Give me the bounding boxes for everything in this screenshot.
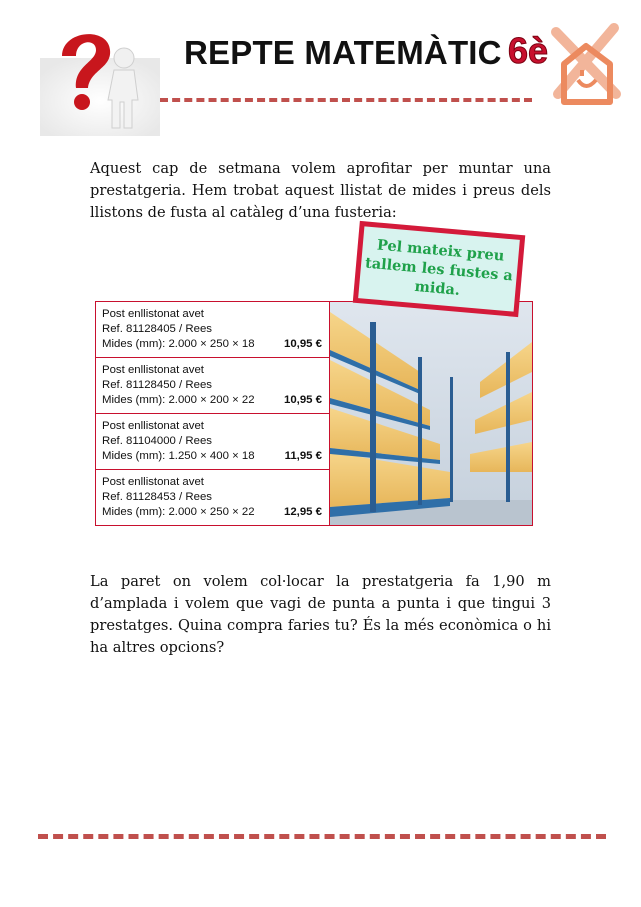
catalog-row xyxy=(96,470,330,526)
item-ref: Ref. 81104000 / Rees xyxy=(102,435,212,447)
catalog-table xyxy=(95,301,533,526)
question-mark-figure-icon xyxy=(40,18,160,136)
header-divider xyxy=(160,98,532,102)
footer-divider xyxy=(38,834,606,839)
promo-note-text: Pel mateix preu tallem les fustes a mida. xyxy=(364,236,514,299)
page-title: REPTE MATEMÀTIC xyxy=(184,34,502,71)
item-size: Mides (mm): 2.000 × 250 × 18 xyxy=(102,338,255,350)
item-name: Post enllistonat avet xyxy=(102,364,204,376)
item-size: Mides (mm): 2.000 × 200 × 22 xyxy=(102,394,255,406)
question-paragraph: La paret on volem col·locar la prestatgeria fa 1,90 m d’amplada i volem que vagi de punta a punta i que tingui 3 prestatges. Quina compra faries tu? És la més econòmica o hi ha altres opcions? xyxy=(90,573,551,656)
promo-note xyxy=(353,221,526,317)
item-price: 11,95 € xyxy=(284,450,322,462)
catalog-row xyxy=(96,358,330,414)
item-ref: Ref. 81128450 / Rees xyxy=(102,379,212,391)
item-price: 10,95 € xyxy=(283,394,322,406)
intro-paragraph: Aquest cap de setmana volem aprofitar per muntar una prestatgeria. Hem trobat aquest llistat de mides i preus dels llistons de fusta al catàleg d’una fusteria: xyxy=(90,160,551,221)
catalog-row xyxy=(96,302,330,358)
lumber-warehouse-photo xyxy=(330,302,532,525)
item-price: 10,95 € xyxy=(283,338,322,350)
catalog-row xyxy=(96,414,330,470)
item-size: Mides (mm): 2.000 × 250 × 22 xyxy=(102,506,255,518)
item-name: Post enllistonat avet xyxy=(102,476,204,488)
item-size: Mides (mm): 1.250 × 400 × 18 xyxy=(102,450,255,462)
house-logo-icon xyxy=(550,18,622,110)
item-ref: Ref. 81128405 / Rees xyxy=(102,323,212,335)
item-name: Post enllistonat avet xyxy=(102,308,204,320)
item-name: Post enllistonat avet xyxy=(102,420,204,432)
item-price: 12,95 € xyxy=(283,506,322,518)
grade-badge: 6è xyxy=(508,30,549,71)
item-ref: Ref. 81128453 / Rees xyxy=(102,491,212,503)
